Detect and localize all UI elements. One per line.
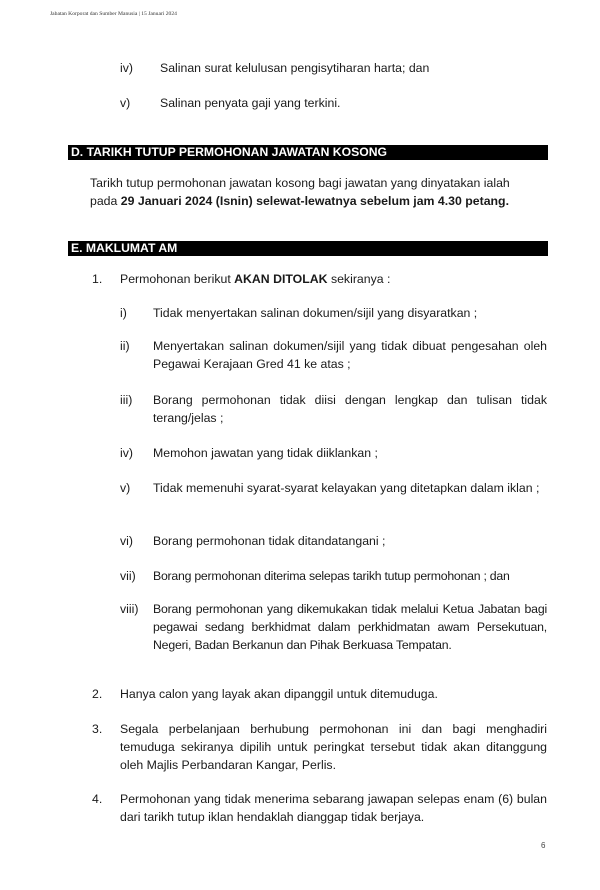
- section-d-paragraph-line2: [90, 192, 509, 210]
- text-suffix: sekiranya :: [327, 272, 391, 286]
- sublist-number: viii): [120, 602, 139, 616]
- sublist-number: vi): [120, 534, 133, 548]
- list-number: 4.: [92, 792, 103, 806]
- section-d-paragraph-line1: Tarikh tutup permohonan jawatan kosong bagi jawatan yang dinyatakan ialah: [90, 176, 510, 190]
- sublist-number: v): [120, 481, 131, 495]
- list-number: 3.: [92, 722, 103, 736]
- section-d-heading: D. TARIKH TUTUP PERMOHONAN JAWATAN KOSONG: [68, 145, 548, 160]
- text-prefix: Permohonan berikut: [120, 272, 235, 286]
- paragraph-prefix: pada: [90, 194, 121, 208]
- closing-date: 29 Januari 2024 (Isnin) selewat-lewatnya sebelum jam 4.30 petang.: [120, 194, 509, 208]
- list-item-text: [120, 270, 390, 288]
- page-header: Jabatan Korporat dan Sumber Manusia | 15 Januari 2024: [50, 11, 177, 17]
- list-item-text: Permohonan yang tidak menerima sebarang jawapan selepas enam (6) bulan dari tarikh tutup iklan hendaklah dianggap tidak berjaya.: [120, 792, 547, 825]
- emphasis-text: AKAN DITOLAK: [234, 272, 328, 286]
- list-item-text: Segala perbelanjaan berhubung permohonan ini dan bagi menghadiri temuduga sekiranya dipilih untuk peringkat tersebut tidak akan ditanggung oleh Majlis Perbandaran Kangar, Perlis.: [120, 722, 547, 773]
- sublist-item-text: Borang permohonan yang dikemukakan tidak melalui Ketua Jabatan bagi pegawai sedang berkhidmat dalam perkhidmatan awam Persekutuan, Negeri, Badan Berkanun dan Pihak Berkuasa Tempatan.: [153, 602, 547, 653]
- list-item-text: Hanya calon yang layak akan dipanggil untuk ditemuduga.: [120, 687, 438, 701]
- list-item-text: Salinan penyata gaji yang terkini.: [160, 96, 341, 110]
- sublist-number: iv): [120, 446, 133, 460]
- list-item-text: Salinan surat kelulusan pengisytiharan harta; dan: [160, 61, 430, 75]
- sublist-number: iii): [120, 393, 133, 407]
- list-number: 2.: [92, 687, 103, 701]
- sublist-number: ii): [120, 339, 130, 353]
- sublist-number: vii): [120, 569, 136, 583]
- section-e-heading: E. MAKLUMAT AM: [68, 241, 548, 256]
- sublist-item-text: Tidak memenuhi syarat-syarat kelayakan yang ditetapkan dalam iklan ;: [153, 481, 540, 495]
- list-number: v): [120, 96, 131, 110]
- sublist-item-text: Memohon jawatan yang tidak diiklankan ;: [153, 446, 378, 460]
- sublist-item-text: Tidak menyertakan salinan dokumen/sijil yang disyaratkan ;: [153, 306, 478, 320]
- sublist-item-text: Borang permohonan tidak diisi dengan lengkap dan tulisan tidak terang/jelas ;: [153, 393, 547, 426]
- sublist-item-text: Borang permohonan diterima selepas tarikh tutup permohonan ; dan: [153, 569, 510, 583]
- list-number: 1.: [92, 272, 103, 286]
- sublist-number: i): [120, 306, 127, 320]
- sublist-item-text: Menyertakan salinan dokumen/sijil yang tidak dibuat pengesahan oleh Pegawai Kerajaan Gred 41 ke atas ;: [153, 339, 547, 372]
- sublist-item-text: Borang permohonan tidak ditandatangani ;: [153, 534, 386, 548]
- page-number: 6: [541, 841, 546, 850]
- list-number: iv): [120, 61, 133, 75]
